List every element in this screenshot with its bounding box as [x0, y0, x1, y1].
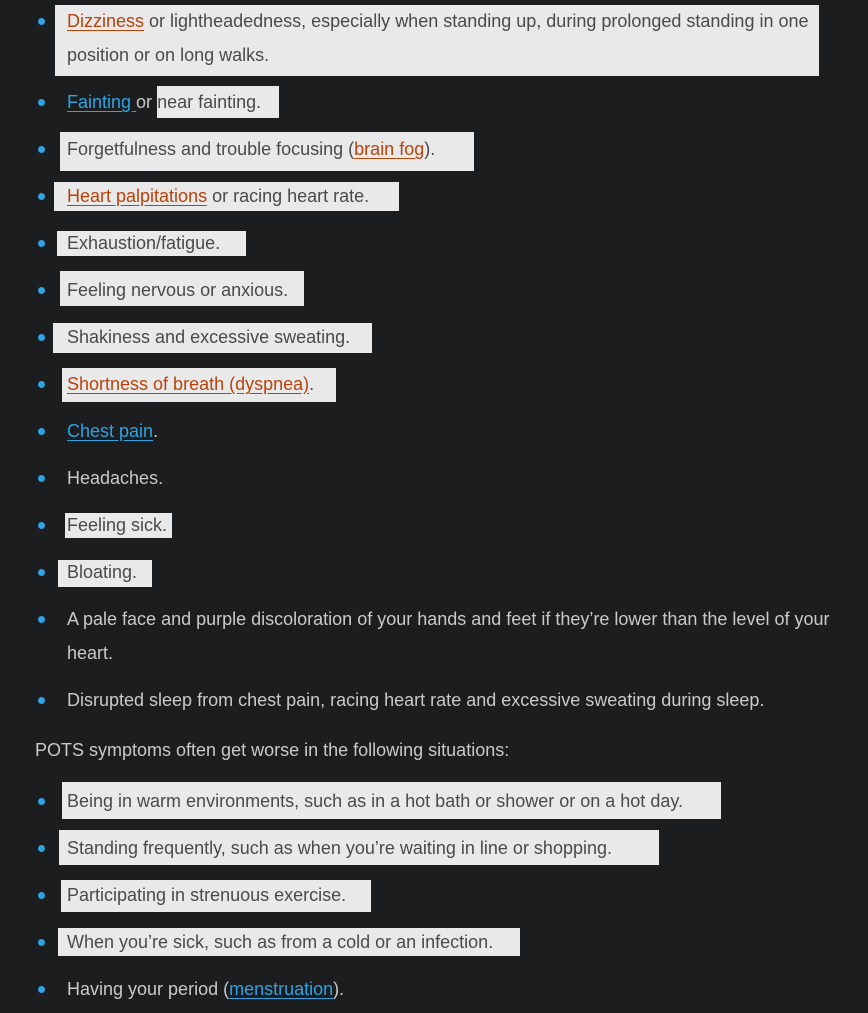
- list-item-text: or lightheadedness, especially when standing up, during prolonged standing in one position or on long walks.: [67, 11, 809, 65]
- list-item-text: Being in warm environments, such as in a hot bath or shower or on a hot day.: [67, 791, 683, 811]
- list-item: [0, 508, 868, 542]
- bullet-icon: [38, 287, 45, 294]
- list-item-text: Exhaustion/fatigue.: [67, 233, 221, 253]
- bullet-icon: [38, 381, 45, 388]
- bullet-icon: [38, 986, 45, 993]
- fainting-link[interactable]: Fainting: [67, 92, 137, 112]
- list-item-text: Feeling nervous or anxious.: [67, 280, 289, 300]
- list-item: [0, 831, 868, 865]
- dizziness-link[interactable]: Dizziness: [67, 11, 145, 31]
- bullet-icon: [38, 798, 45, 805]
- list-item: [0, 4, 868, 76]
- list-item-text: or: [136, 92, 153, 112]
- list-item-text: Standing frequently, such as when you’re waiting in line or shopping.: [67, 838, 613, 858]
- chest-pain-link[interactable]: Chest pain: [67, 421, 154, 441]
- list-item-text: Having your period (: [67, 979, 230, 999]
- shortness-of-breath-link[interactable]: Shortness of breath (dyspnea): [67, 374, 310, 394]
- list-item: [0, 925, 868, 959]
- bullet-icon: [38, 522, 45, 529]
- list-item-text: Participating in strenuous exercise.: [67, 885, 347, 905]
- situations-paragraph: POTS symptoms often get worse in the following situations:: [35, 740, 510, 760]
- list-item: [0, 461, 868, 495]
- heart-palpitations-link[interactable]: Heart palpitations: [67, 186, 208, 206]
- list-item: [0, 784, 868, 818]
- list-item: [0, 878, 868, 912]
- list-item-text: A pale face and purple discoloration of your hands and feet if they’re lower than the level of your heart.: [67, 609, 830, 663]
- list-item: [0, 602, 868, 670]
- list-item-text: ).: [424, 139, 436, 159]
- list-item: [0, 683, 868, 717]
- bullet-icon: [38, 475, 45, 482]
- bullet-icon: [38, 334, 45, 341]
- bullet-icon: [38, 193, 45, 200]
- list-item-text: Headaches.: [67, 468, 164, 488]
- bullet-icon: [38, 697, 45, 704]
- list-item: [0, 972, 868, 1006]
- list-item-text: Shakiness and excessive sweating.: [67, 327, 351, 347]
- list-item-text: .: [153, 421, 159, 441]
- list-item-text: Forgetfulness and trouble focusing (: [67, 139, 355, 159]
- bullet-icon: [38, 99, 45, 106]
- list-item: [0, 85, 868, 119]
- list-item: [0, 132, 868, 166]
- list-item: [0, 273, 868, 307]
- bullet-icon: [38, 845, 45, 852]
- bullet-icon: [38, 569, 45, 576]
- list-item: [0, 320, 868, 354]
- bullet-icon: [38, 892, 45, 899]
- list-item: [0, 179, 868, 213]
- list-item: [0, 555, 868, 589]
- list-item-text: near fainting.: [157, 92, 262, 112]
- bullet-icon: [38, 616, 45, 623]
- list-item: [0, 226, 868, 260]
- bullet-icon: [38, 428, 45, 435]
- list-item-text: ).: [333, 979, 345, 999]
- menstruation-link[interactable]: menstruation: [229, 979, 334, 999]
- bullet-icon: [38, 146, 45, 153]
- list-item: [0, 367, 868, 401]
- list-item-text: Feeling sick.: [67, 515, 168, 535]
- brain-fog-link[interactable]: brain fog: [354, 139, 425, 159]
- list-item-text: Bloating.: [67, 562, 138, 582]
- list-item-text: When you’re sick, such as from a cold or an infection.: [67, 932, 494, 952]
- bullet-icon: [38, 240, 45, 247]
- list-item-text: .: [309, 374, 315, 394]
- list-item: [0, 414, 868, 448]
- list-item-text: Disrupted sleep from chest pain, racing heart rate and excessive sweating during sleep.: [67, 690, 765, 710]
- bullet-icon: [38, 18, 45, 25]
- list-item-text: or racing heart rate.: [207, 186, 370, 206]
- bullet-icon: [38, 939, 45, 946]
